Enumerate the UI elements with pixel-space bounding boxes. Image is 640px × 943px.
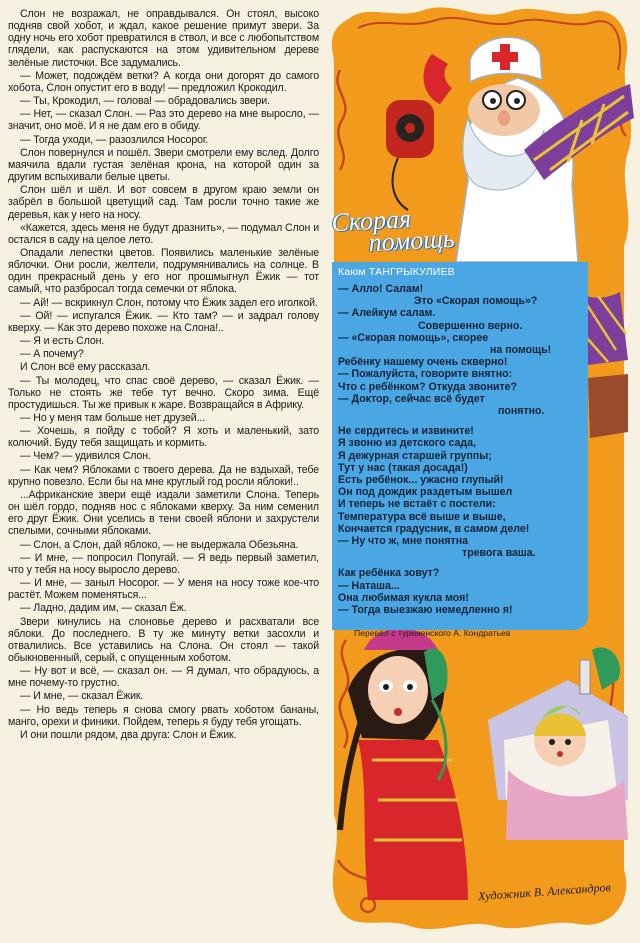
heading-line-2: помощь — [367, 223, 456, 258]
poem-line: Температура всё выше и выше, — [338, 510, 506, 523]
poem-line: Что с ребёнком? Откуда звоните? — [338, 380, 518, 393]
poem-text — [338, 283, 634, 616]
story-paragraph: — Ладно, дадим им, — сказал Ёж. — [20, 602, 187, 615]
story-paragraph: — Как чем? Яблоками с твоего дерева. Да не вздыхай, тебе крупно повезло. Если бы на мне круглый год росли яблоки!.. — [8, 463, 319, 488]
story-paragraph: — Но ведь теперь я снова смогу рвать хоботом бананы, манго, орехи и финики. Пойдем, теперь я буду тебя угощать. — [8, 703, 319, 728]
story-paragraph: — Хочешь, я пойду с тобой? Я хоть и маленький, зато колючий. Буду тебя защищать и кормить. — [8, 425, 319, 450]
story-paragraph: — Я и есть Слон. — [20, 335, 105, 348]
story-paragraph: — Ой! — испугался Ёжик. — Кто там? — и задрал голову кверху. — Как это дерево похоже на Слона!.. — [8, 309, 319, 334]
poem-line: Она любимая кукла моя! — [338, 591, 469, 604]
story-paragraph: И Слон всё ему рассказал. — [20, 361, 151, 374]
poem-line: понятно. — [498, 405, 545, 418]
story-text-column — [8, 8, 319, 936]
poem-line: Я звоню из детского сада, — [338, 437, 476, 450]
poem-line: — Ну что ж, мне понятна — [338, 535, 469, 548]
story-paragraph: — Чем? — удивился Слон. — [20, 450, 151, 463]
poem-author: Каюм ТАНГРЫКУЛИЕВ — [338, 266, 455, 278]
story-paragraph: — И мне, — сказал Ёжик. — [20, 690, 144, 703]
poem-line: Совершенно верно. — [418, 319, 523, 332]
story-paragraph: — Но у меня там больше нет друзей... — [20, 412, 206, 424]
poem-line: Это «Скорая помощь»? — [414, 295, 538, 308]
poem-line: — Пожалуйста, говорите внятно: — [338, 368, 513, 381]
poem-line: Как ребёнка зовут? — [338, 567, 440, 580]
story-paragraph: — Ну вот и всё, — сказал он. — Я думал, что обрадуюсь, а мне почему-то грустно. — [8, 665, 319, 690]
section-heading — [331, 204, 493, 256]
story-paragraph: ...Африканские звери ещё издали заметили Слона. Теперь он шёл гордо, подняв нос с яблоками кверху. За ним семенил его друг Ёжик. Они уселись в тени своей яблони и захрустели спелыми, сочными яблоками. — [8, 488, 319, 538]
story-paragraph: — И мне, — заныл Носорог. — У меня на носу тоже кое-что растёт. Можем поменяться... — [8, 577, 319, 602]
story-paragraph: — Может, подождём ветки? А когда они догорят до самого хобота, Слон опустит его в воду! — предложил Крокодил. — [8, 69, 319, 94]
poem-line: — Алло! Салам! — [338, 283, 424, 295]
story-paragraph: — Тогда уходи, — разозлился Носорог. — [20, 133, 209, 146]
story-paragraph: Звери кинулись на слоновье дерево и расхватали все яблоки. До последнего. В ту же минуту ветки засохли и отвалились. Все уставились на Слона. Он стоял — такой обыкновенный, серый, с опущенным хоботом. — [8, 615, 319, 664]
story-paragraph: — Нет, — сказал Слон. — Раз это дерево на мне выросло, — значит, оно моё. И я не дам его в обиду. — [8, 108, 319, 133]
poem-line: на помощь! — [490, 344, 552, 357]
story-paragraph: — Слон, а Слон, дай яблоко, — не выдержала Обезьяна. — [20, 538, 299, 551]
story-paragraph: — И мне, — попросил Попугай. — Я ведь первый заметил, что у тебя на носу выросло дерево. — [8, 551, 319, 576]
poem-line: Кончается градусник, в самом деле! — [338, 522, 530, 535]
story-paragraph: — А почему? — [20, 348, 84, 361]
poem-line: Ребёнку нашему очень скверно! — [338, 356, 508, 369]
translator-credit: Перевёл с туркменского А. Кондратьев — [354, 628, 511, 638]
poem-line: — Тогда выезжаю немедленно я! — [338, 604, 513, 617]
poem-line: Он под дождик раздетым вышел — [338, 486, 513, 499]
poem-line: Не сердитесь и извините! — [338, 425, 474, 438]
story-paragraph: И они пошли рядом, два друга: Слон и Ёжик. — [20, 728, 237, 741]
story-paragraph: Слон шёл и шёл. И вот совсем в другом краю земли он забрёл в большой цветущий сад. Там росли точно такие же деревья, как у него на носу. — [8, 184, 319, 221]
poem-line: — Доктор, сейчас всё будет — [338, 392, 485, 405]
stanza-break — [338, 417, 634, 425]
story-paragraph: Слон не возражал, не оправдывался. Он стоял, высоко подняв свой хобот, и ждал, какое решение примут звери. За одну ночь его хобот превратился в ствол, и все с любопытством глядели, как распускаются на этом удивительном дереве зелёные листочки. Все задумались. — [8, 8, 319, 69]
story-paragraph: Слон повернулся и пошёл. Звери смотрели ему вслед. Долго маячила вдали густая зелёная крона, на которой один за другим вспыхивали белые цветы. — [8, 146, 319, 184]
poem-line: — «Скорая помощь», скорее — [338, 331, 489, 344]
poem-line: Я дежурная старшей группы; — [338, 449, 492, 462]
story-paragraph: — Ты, Крокодил, — голова! — обрадовались звери. — [20, 95, 270, 108]
poem-line: тревога ваша. — [462, 547, 536, 560]
poem-line: Тут у нас (такая досада!) — [338, 461, 468, 474]
heading-line-1: Скорая — [330, 204, 412, 238]
story-paragraph: — Ты молодец, что спас своё дерево, — сказал Ёжик. — Только не стоять же тебе тут вечно. Скоро зима. Ещё простудишься. Ты же привык к жаре. Возвращайся в Африку. — [8, 374, 319, 411]
story-paragraph: «Кажется, здесь меня не будут дразнить», — подумал Слон и остался в саду на целое лето. — [8, 221, 319, 246]
story-paragraph: — Ай! — вскрикнул Слон, потому что Ёжик задел его иголкой. — [20, 296, 318, 309]
stanza-break — [338, 559, 634, 567]
poem-illustration-column — [328, 0, 640, 943]
poem-line: И теперь не встаёт с постели: — [338, 498, 496, 511]
story-paragraph: Опадали лепестки цветов. Появились маленькие зелёные яблочки. Они росли, желтели, подрумянивались на солнце. В один прекрасный день у его ног прошмыгнул Ёжик — тот самый, что разбросал тогда семечки от яблока. — [8, 246, 319, 296]
poem-line: — Наташа... — [338, 579, 400, 592]
poem-line: — Алейкум салам. — [338, 307, 436, 320]
illustrator-signature: Художник В. Александров — [477, 879, 612, 904]
poem-line: Есть ребёнок... ужасно глупый! — [338, 474, 504, 487]
